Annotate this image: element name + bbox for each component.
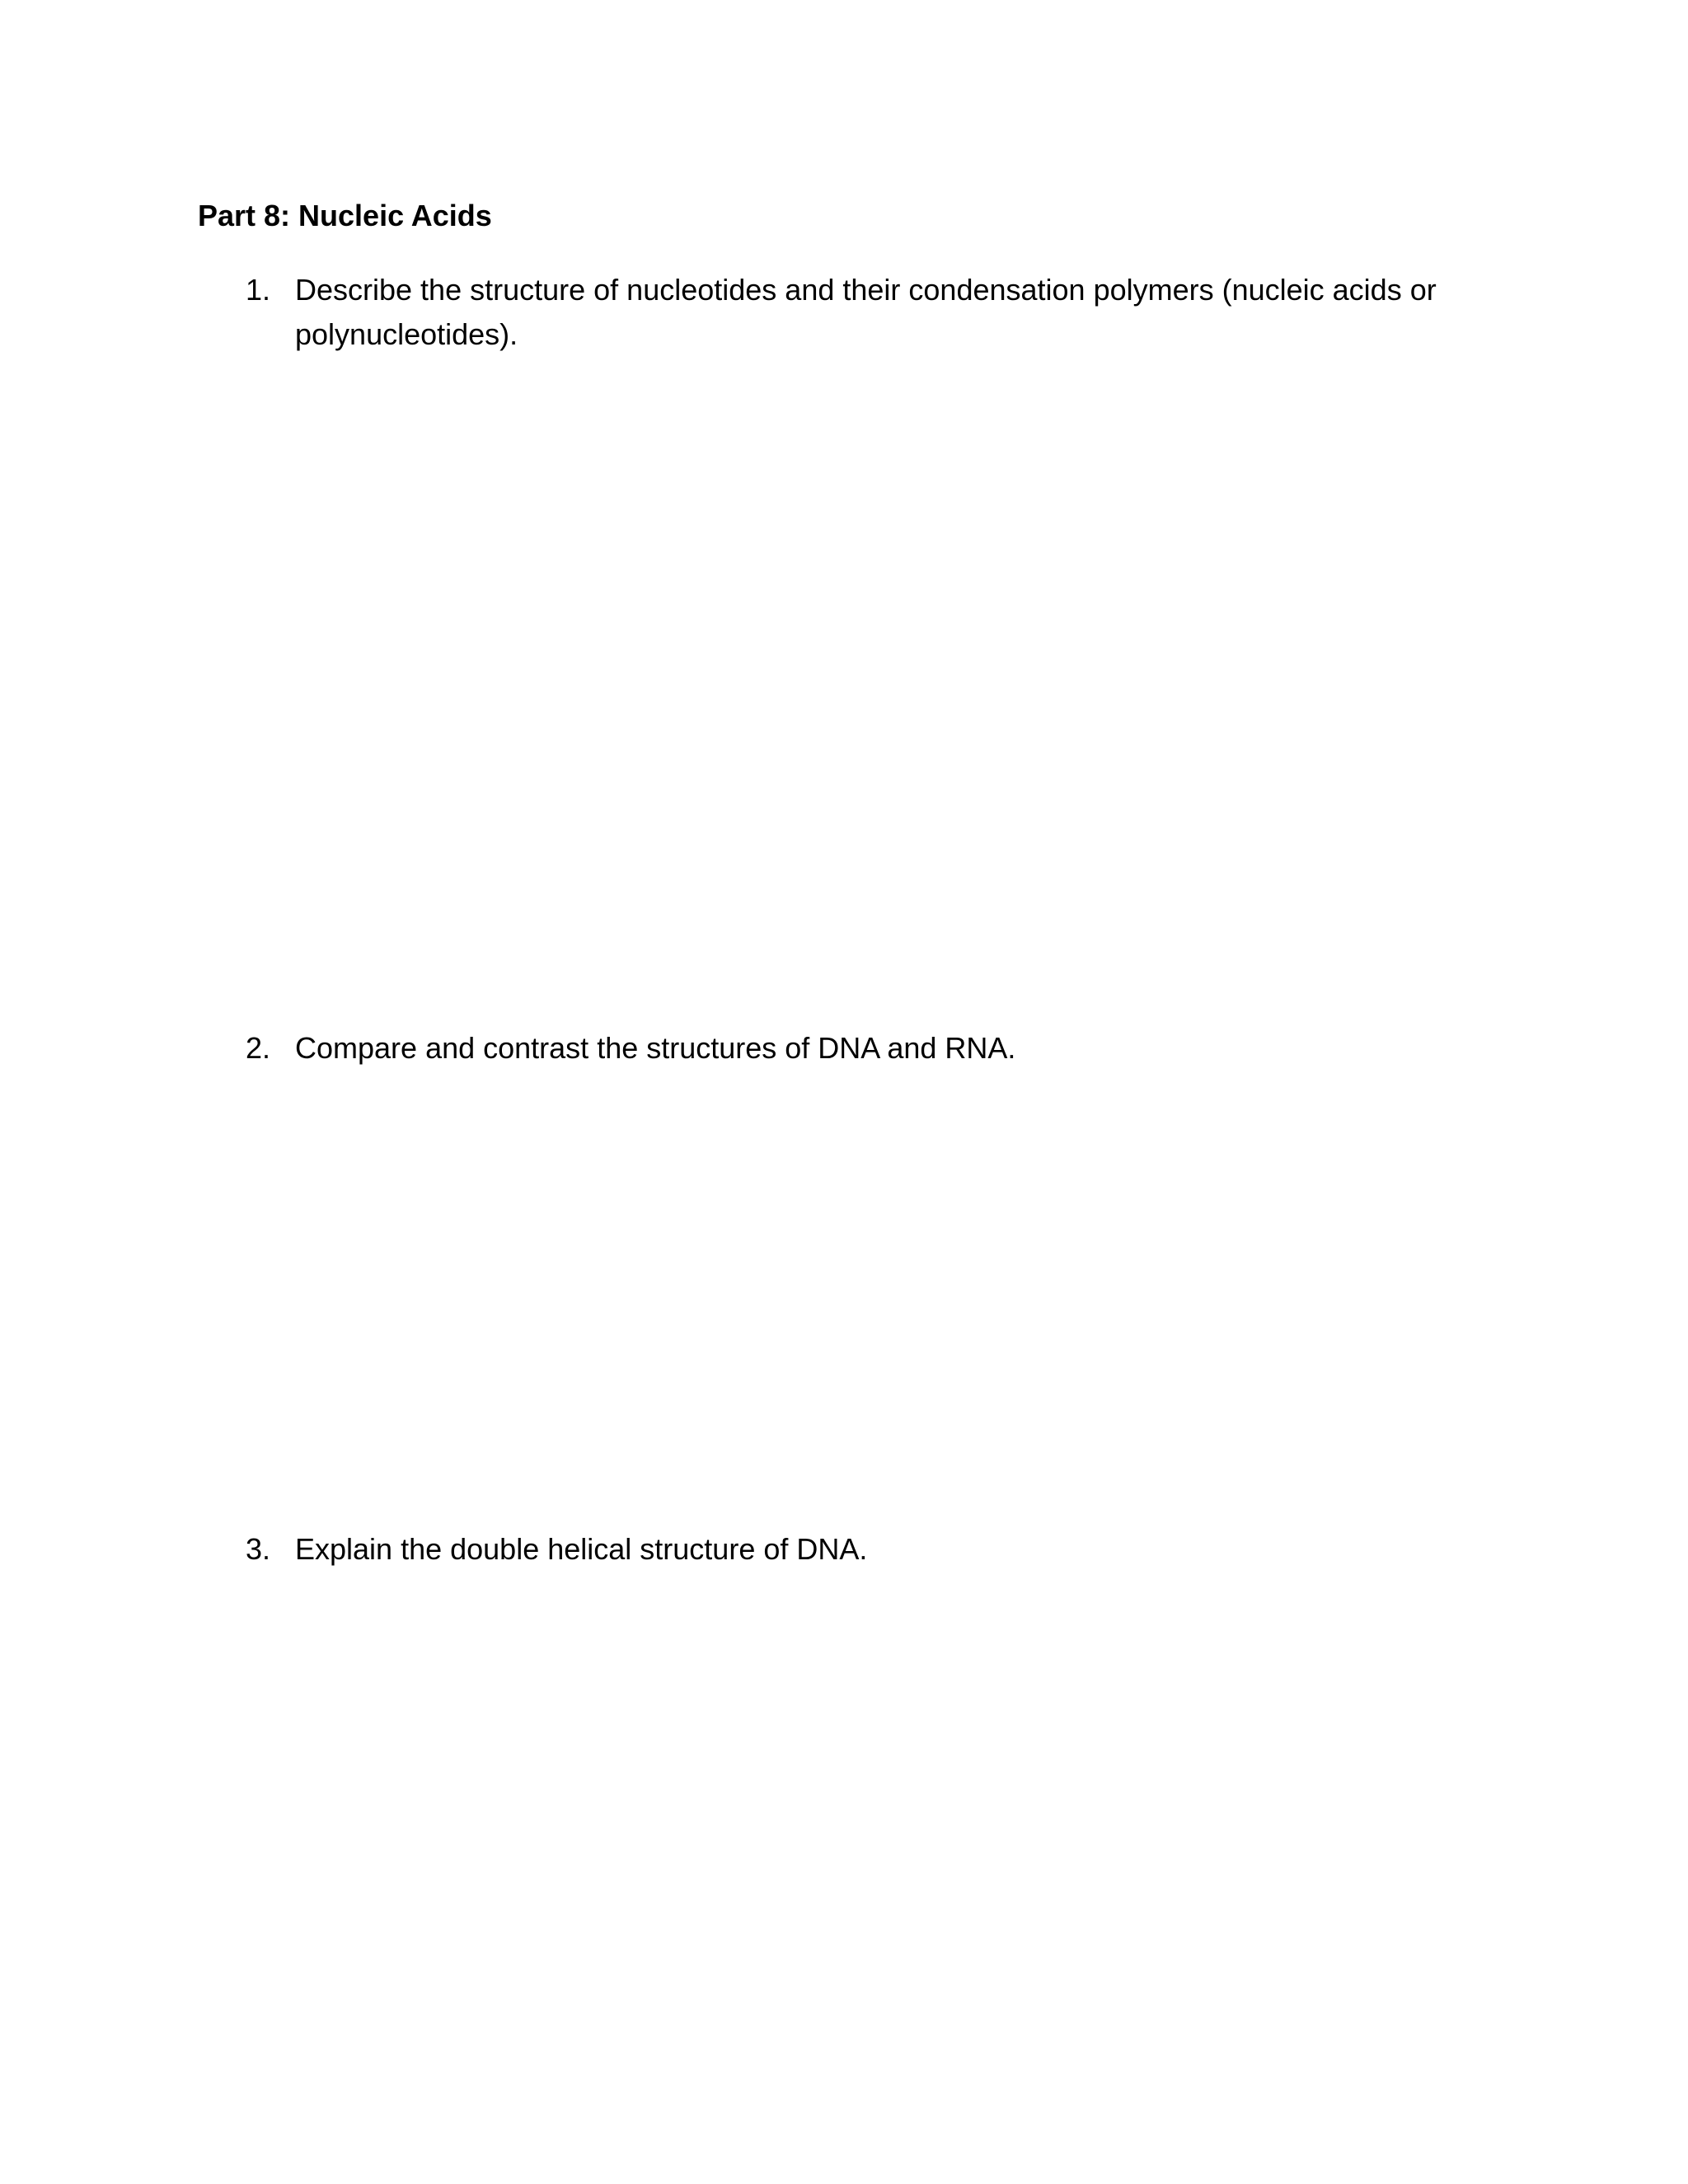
question-number: 1. bbox=[246, 273, 271, 307]
question-number: 3. bbox=[246, 1532, 271, 1566]
question-text: Explain the double helical structure of DNA. bbox=[295, 1532, 868, 1566]
question-3 bbox=[246, 1527, 1498, 1572]
section-heading: Part 8: Nucleic Acids bbox=[198, 199, 492, 232]
question-2 bbox=[246, 1026, 1498, 1071]
question-text: Describe the structure of nucleotides and their condensation polymers (nucleic acids or polynucleotides). bbox=[295, 273, 1437, 351]
question-text: Compare and contrast the structures of DNA and RNA. bbox=[295, 1031, 1016, 1065]
question-number: 2. bbox=[246, 1031, 271, 1065]
question-1 bbox=[246, 268, 1498, 357]
